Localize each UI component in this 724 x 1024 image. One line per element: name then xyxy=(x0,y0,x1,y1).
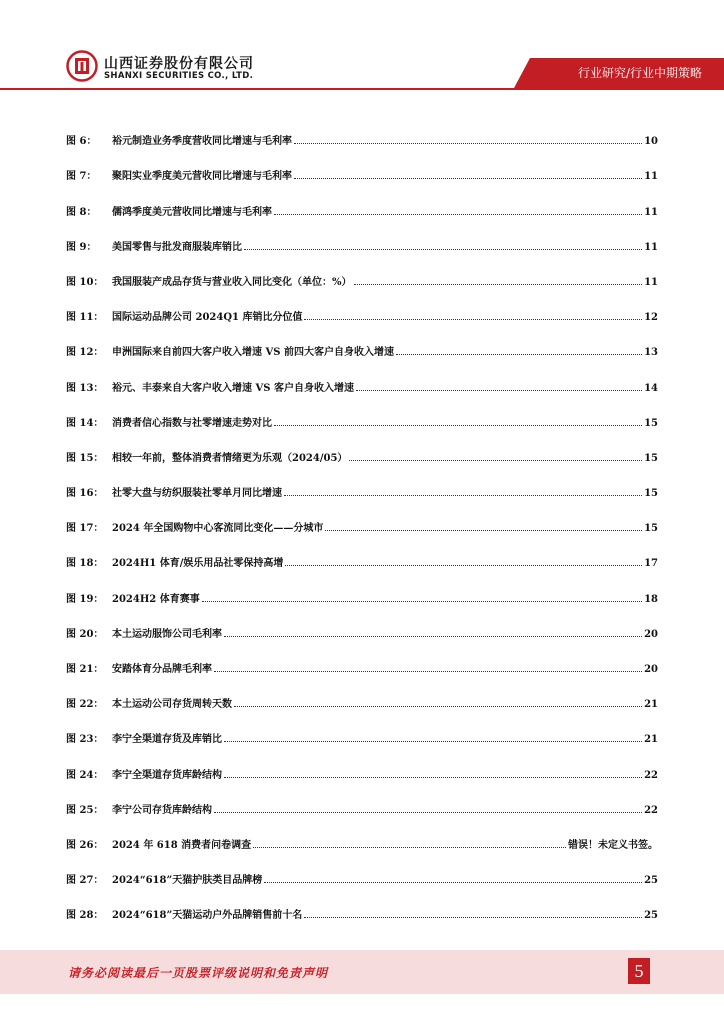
toc-leader-dots xyxy=(214,812,642,813)
toc-entry-label: 图 12： xyxy=(66,347,104,359)
toc-entry-page: 15 xyxy=(644,488,658,500)
toc-entry-page: 17 xyxy=(644,558,658,570)
toc-entry[interactable] xyxy=(66,886,658,921)
toc-entry-label: 图 24： xyxy=(66,769,104,781)
toc-entry-label: 图 14： xyxy=(66,417,104,429)
toc-entry-label: 图 7： xyxy=(66,171,97,183)
toc-leader-dots xyxy=(224,777,642,778)
toc-entry[interactable] xyxy=(66,253,658,288)
toc-entry-title: 2024“618”天猫护肤类目品牌榜 xyxy=(112,875,263,887)
toc-entry-page: 10 xyxy=(644,136,658,148)
toc-leader-dots xyxy=(304,319,642,320)
toc-entry-label: 图 21： xyxy=(66,664,104,675)
toc-entry[interactable] xyxy=(66,745,658,780)
toc-entry[interactable] xyxy=(66,781,658,816)
toc-entry-label: 图 13： xyxy=(66,382,104,394)
toc-entry-page: 21 xyxy=(644,734,658,746)
toc-leader-dots xyxy=(274,214,642,215)
toc-leader-dots xyxy=(264,882,642,883)
toc-entry-label: 图 22： xyxy=(66,699,104,711)
toc-entry-title: 美国零售与批发商服装库销比 xyxy=(112,241,242,253)
toc-leader-dots xyxy=(274,425,642,426)
toc-entry-page: 15 xyxy=(644,523,658,535)
toc-entry[interactable] xyxy=(66,569,658,604)
company-name-en: SHANXI SECURITIES CO., LTD. xyxy=(104,71,254,81)
figure-index xyxy=(66,112,658,921)
toc-entry-title: 李宁全渠道存货及库销比 xyxy=(112,734,222,746)
toc-entry-title: 安踏体育分品牌毛利率 xyxy=(112,664,212,675)
report-category: 行业研究/行业中期策略 xyxy=(577,66,702,80)
toc-entry-title: 本土运动服饰公司毛利率 xyxy=(112,628,222,640)
header-divider xyxy=(0,88,724,90)
toc-entry-page: 25 xyxy=(644,875,658,887)
toc-entry-label: 图 23： xyxy=(66,734,104,746)
toc-entry-title: 申洲国际来自前四大客户收入增速 VS 前四大客户自身收入增速 xyxy=(112,347,394,359)
toc-entry-label: 图 17： xyxy=(66,523,104,535)
toc-entry[interactable] xyxy=(66,323,658,358)
toc-entry-title: 社零大盘与纺织服装社零单月同比增速 xyxy=(112,488,282,500)
toc-entry-label: 图 11： xyxy=(66,312,104,324)
toc-entry-title: 2024 年 618 消费者问卷调查 xyxy=(112,839,252,851)
toc-entry-page: 22 xyxy=(644,804,658,816)
toc-entry[interactable] xyxy=(66,218,658,253)
toc-entry[interactable] xyxy=(66,675,658,710)
shanxi-securities-logo-icon xyxy=(66,50,98,82)
toc-leader-dots xyxy=(284,495,642,496)
toc-entry-title: 我国服装产成品存货与营业收入同比变化（单位：%） xyxy=(112,276,352,288)
toc-entry-page: 21 xyxy=(644,699,658,711)
toc-entry[interactable] xyxy=(66,182,658,217)
toc-entry-page: 15 xyxy=(644,452,658,464)
toc-entry[interactable] xyxy=(66,710,658,745)
page-header xyxy=(0,0,724,96)
toc-leader-dots xyxy=(304,917,642,918)
toc-entry-page: 18 xyxy=(644,593,658,605)
toc-entry-label: 图 10： xyxy=(66,276,104,288)
toc-entry[interactable] xyxy=(66,851,658,886)
toc-entry-label: 图 8： xyxy=(66,206,97,218)
toc-leader-dots xyxy=(285,565,642,566)
toc-entry-label: 图 15： xyxy=(66,452,104,464)
toc-leader-dots xyxy=(224,741,642,742)
toc-entry-title: 2024H1 体育/娱乐用品社零保持高增 xyxy=(112,558,284,570)
toc-entry-label: 图 9： xyxy=(66,241,97,253)
toc-entry-title: 消费者信心指数与社零增速走势对比 xyxy=(112,417,272,429)
toc-entry-page: 13 xyxy=(644,347,658,359)
toc-leader-dots xyxy=(234,706,642,707)
toc-entry-page: 12 xyxy=(644,312,658,324)
toc-entry-page: 20 xyxy=(644,664,658,675)
toc-entry[interactable] xyxy=(66,358,658,393)
toc-entry-label: 图 25： xyxy=(66,804,104,816)
toc-entry[interactable] xyxy=(66,112,658,147)
toc-entry-label: 图 28： xyxy=(66,910,104,922)
toc-leader-dots xyxy=(214,671,642,672)
toc-leader-dots xyxy=(294,178,642,179)
toc-entry-label: 图 19： xyxy=(66,593,104,605)
toc-entry-label: 图 20： xyxy=(66,628,104,640)
toc-entry-title: 李宁全渠道存货库龄结构 xyxy=(112,769,222,781)
toc-entry-title: 国际运动品牌公司 2024Q1 库销比分位值 xyxy=(112,312,303,324)
toc-entry-page: 22 xyxy=(644,769,658,781)
toc-entry-page: 11 xyxy=(644,171,658,183)
toc-entry[interactable] xyxy=(66,394,658,429)
toc-entry[interactable] xyxy=(66,640,658,675)
toc-entry-label: 图 26： xyxy=(66,839,104,851)
toc-leader-dots xyxy=(356,390,642,391)
toc-entry[interactable] xyxy=(66,147,658,182)
toc-entry-title: 本土运动公司存货周转天数 xyxy=(112,699,232,711)
toc-entry-page: 14 xyxy=(644,382,658,394)
toc-leader-dots xyxy=(396,354,642,355)
toc-entry-label: 图 16： xyxy=(66,488,104,500)
toc-entry[interactable] xyxy=(66,429,658,464)
toc-entry-title: 2024“618”天猫运动户外品牌销售前十名 xyxy=(112,910,303,922)
toc-entry-page: 错误！未定义书签。 xyxy=(568,839,658,851)
page-number: 5 xyxy=(628,958,650,984)
footer-disclaimer: 请务必阅读最后一页股票评级说明和免责声明 xyxy=(68,966,329,980)
toc-entry-title: 相较一年前，整体消费者情绪更为乐观（2024/05） xyxy=(112,452,348,464)
toc-entry-page: 25 xyxy=(644,910,658,922)
toc-entry-title: 儒鸿季度美元营收同比增速与毛利率 xyxy=(112,206,272,218)
toc-leader-dots xyxy=(294,143,642,144)
company-name-cn: 山西证券股份有限公司 xyxy=(104,56,254,72)
toc-entry-title: 2024 年全国购物中心客流同比变化——分城市 xyxy=(112,523,324,535)
toc-leader-dots xyxy=(202,601,642,602)
toc-entry-page: 11 xyxy=(644,276,658,288)
toc-entry-page: 11 xyxy=(644,206,658,218)
toc-leader-dots xyxy=(349,460,642,461)
toc-entry[interactable] xyxy=(66,499,658,534)
toc-entry-title: 李宁公司存货库龄结构 xyxy=(112,804,212,816)
toc-entry-title: 聚阳实业季度美元营收同比增速与毛利率 xyxy=(112,171,292,183)
toc-entry-label: 图 6： xyxy=(66,136,97,148)
toc-entry-label: 图 27： xyxy=(66,875,104,887)
toc-leader-dots xyxy=(354,284,643,285)
toc-entry-title: 裕元制造业务季度营收同比增速与毛利率 xyxy=(112,136,292,148)
toc-entry-page: 15 xyxy=(644,417,658,429)
toc-entry[interactable] xyxy=(66,534,658,569)
toc-entry-title: 裕元、丰泰来自大客户收入增速 VS 客户自身收入增速 xyxy=(112,382,354,394)
toc-leader-dots xyxy=(224,636,642,637)
toc-leader-dots xyxy=(325,530,642,531)
toc-entry-title: 2024H2 体育赛事 xyxy=(112,593,200,605)
toc-entry-label: 图 18： xyxy=(66,558,104,570)
toc-entry[interactable] xyxy=(66,288,658,323)
toc-leader-dots xyxy=(253,847,566,848)
toc-entry-page: 11 xyxy=(644,241,658,253)
toc-entry[interactable] xyxy=(66,605,658,640)
toc-entry[interactable] xyxy=(66,816,658,851)
toc-leader-dots xyxy=(244,249,642,250)
toc-entry-page: 20 xyxy=(644,628,658,640)
toc-entry[interactable] xyxy=(66,464,658,499)
